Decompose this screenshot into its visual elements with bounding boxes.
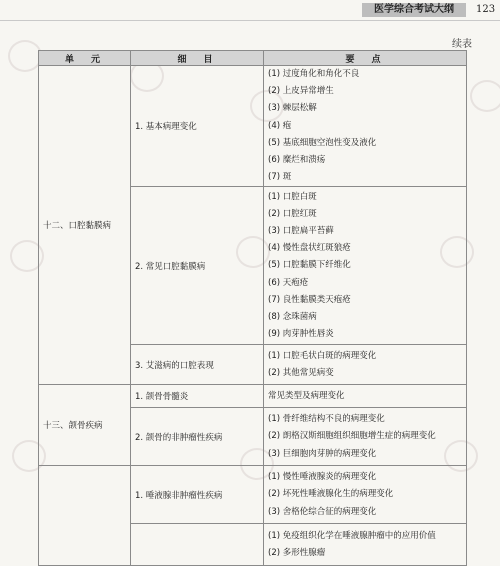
subject-cell: 3. 艾滋病的口腔表现	[131, 345, 264, 385]
points-cell	[264, 466, 467, 524]
page-header	[0, 0, 500, 21]
unit-cell	[39, 466, 131, 566]
point-item: (7) 斑	[268, 172, 292, 183]
subject-cell: 1. 基本病理变化	[131, 66, 264, 187]
point-item: (2) 坏死性唾液腺化生的病理变化	[268, 489, 394, 500]
subject-cell: 2. 颌骨的非肿瘤性疾病	[131, 408, 264, 466]
point-item: (4) 慢性盘状红斑狼疮	[268, 243, 351, 254]
page-number: 123	[476, 4, 496, 15]
point-item: (5) 基底细胞空泡性变及液化	[268, 137, 377, 148]
point-item: (4) 疱	[268, 120, 292, 131]
point-item: (1) 慢性唾液腺炎的病理变化	[268, 472, 377, 483]
watermark-icon	[8, 40, 42, 72]
table-row	[39, 66, 467, 187]
column-header-points: 要 点	[264, 51, 467, 66]
table-header-row	[39, 51, 467, 66]
point-item: (9) 肉芽肿性唇炎	[268, 329, 334, 340]
point-item: (2) 其他常见病变	[268, 367, 334, 378]
points-cell	[264, 524, 467, 566]
point-item: (2) 多形性腺瘤	[268, 547, 326, 558]
point-item: (7) 良性黏膜类天疱疮	[268, 294, 351, 305]
column-header-subject: 细 目	[131, 51, 264, 66]
exam-outline-table	[38, 50, 467, 566]
continued-label: 续表	[452, 39, 472, 50]
point-item: (1) 过度角化和角化不良	[268, 69, 360, 79]
points-cell	[264, 345, 467, 385]
point-item: (2) 口腔红斑	[268, 208, 317, 219]
point-item: (1) 骨纤维结构不良的病理变化	[268, 414, 385, 425]
point-item: (6) 天疱疮	[268, 277, 309, 288]
points-cell	[264, 66, 467, 187]
point-item: (1) 免疫组织化学在唾液腺肿瘤中的应用价值	[268, 530, 436, 541]
table-row	[39, 385, 467, 408]
book-title: 医学综合考试大纲	[362, 3, 466, 17]
points-cell	[264, 408, 467, 466]
point-item: (6) 糜烂和溃疡	[268, 155, 326, 166]
point-item: (2) 上皮异常增生	[268, 86, 334, 97]
point-item: (5) 口腔黏膜下纤维化	[268, 260, 351, 271]
point-item: (8) 念珠菌病	[268, 311, 317, 322]
subject-cell: 1. 颌骨骨髓炎	[131, 385, 264, 408]
point-item: (1) 口腔白斑	[268, 191, 317, 202]
table-row	[39, 466, 467, 524]
point-item: (3) 棘层松解	[268, 103, 317, 114]
point-item: (3) 口腔扁平苔藓	[268, 225, 334, 236]
unit-cell: 十二、口腔黏膜病	[39, 66, 131, 385]
point-item: 常见类型及病理变化	[268, 390, 345, 401]
watermark-icon	[470, 80, 500, 112]
column-header-unit: 单 元	[39, 51, 131, 66]
points-cell	[264, 385, 467, 408]
point-item: (2) 朗格汉斯细胞组织细胞增生症的病理变化	[268, 431, 436, 442]
point-item: (3) 巨细胞肉芽肿的病理变化	[268, 448, 377, 459]
subject-cell: 1. 唾液腺非肿瘤性疾病	[131, 466, 264, 524]
unit-cell: 十三、颌骨疾病	[39, 385, 131, 466]
point-item: (3) 舍格伦综合征的病理变化	[268, 506, 377, 517]
subject-cell	[131, 524, 264, 566]
table-body	[39, 66, 467, 566]
points-cell	[264, 187, 467, 345]
subject-cell: 2. 常见口腔黏膜病	[131, 187, 264, 345]
point-item: (1) 口腔毛状白斑的病理变化	[268, 350, 377, 361]
